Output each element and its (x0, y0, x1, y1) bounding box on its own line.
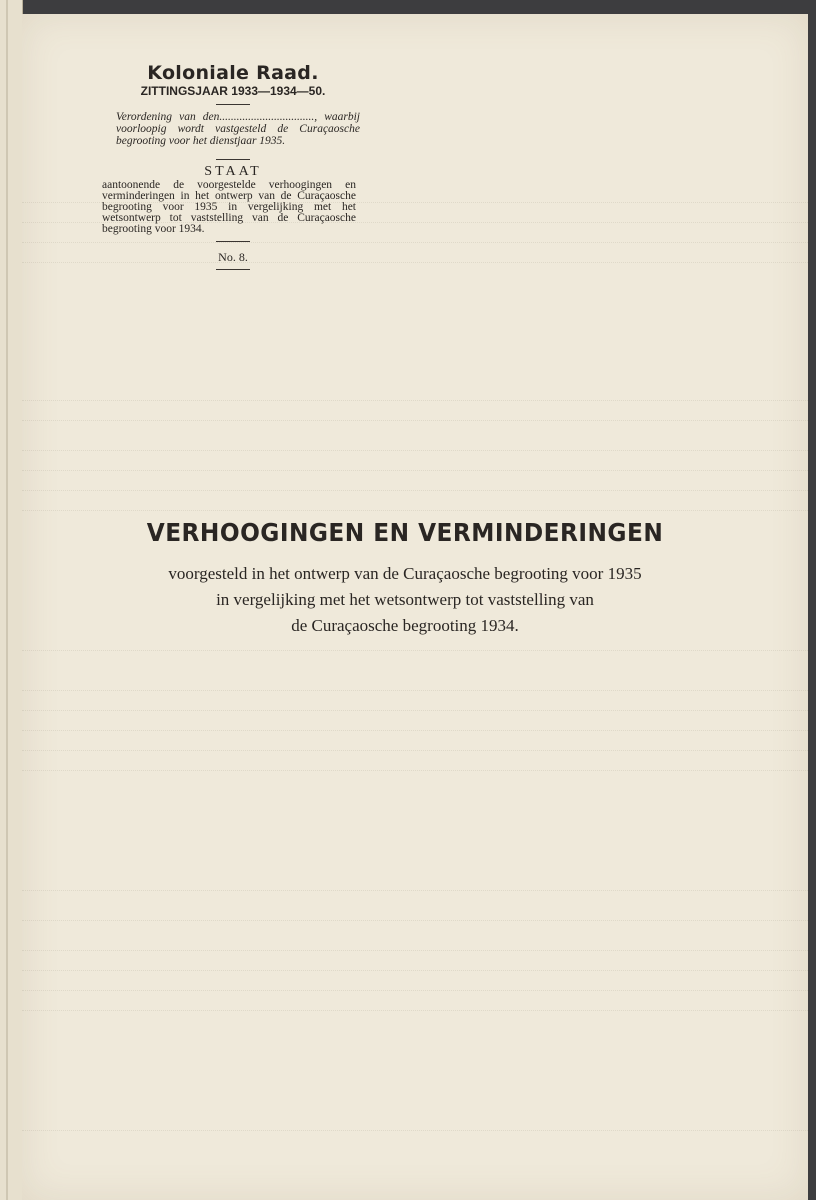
main-heading: VERHOOGINGEN EN VERMINDERINGEN (146, 518, 664, 547)
divider (216, 104, 250, 105)
divider (216, 159, 250, 160)
previous-page-edge (0, 0, 23, 1200)
subtitle-line-1: voorgesteld in het ontwerp van de Curaçaosche begrooting voor 1935 (168, 564, 642, 583)
session-year: ZITTINGSJAAR 1933—1934—50. (140, 84, 326, 98)
document-header (88, 62, 378, 276)
divider (216, 269, 250, 270)
document-number: No. 8. (218, 250, 248, 264)
ordinance-text: Verordening van den................................., waarbij voorloopig wordt vastgesteld de Curaçaosche begrooting voor het dienstjaar 1935. (116, 111, 360, 147)
divider (216, 241, 250, 242)
staat-description: aantoonende de voorgestelde verhoogingen en verminderingen in het ontwerp van de Curaçaosche begrooting voor 1935 in vergelijking met het wetsontwerp tot vaststelling van de Curaçaosche begrooting voor 1934. (102, 179, 356, 235)
subtitle-line-3: de Curaçaosche begrooting 1934. (291, 616, 519, 635)
staat-title: STAAT (204, 164, 262, 179)
subtitle-line-2: in vergelijking met het wetsontwerp tot vaststelling van (216, 590, 594, 609)
council-title: Koloniale Raad. (147, 62, 319, 84)
main-title-block (100, 518, 710, 639)
